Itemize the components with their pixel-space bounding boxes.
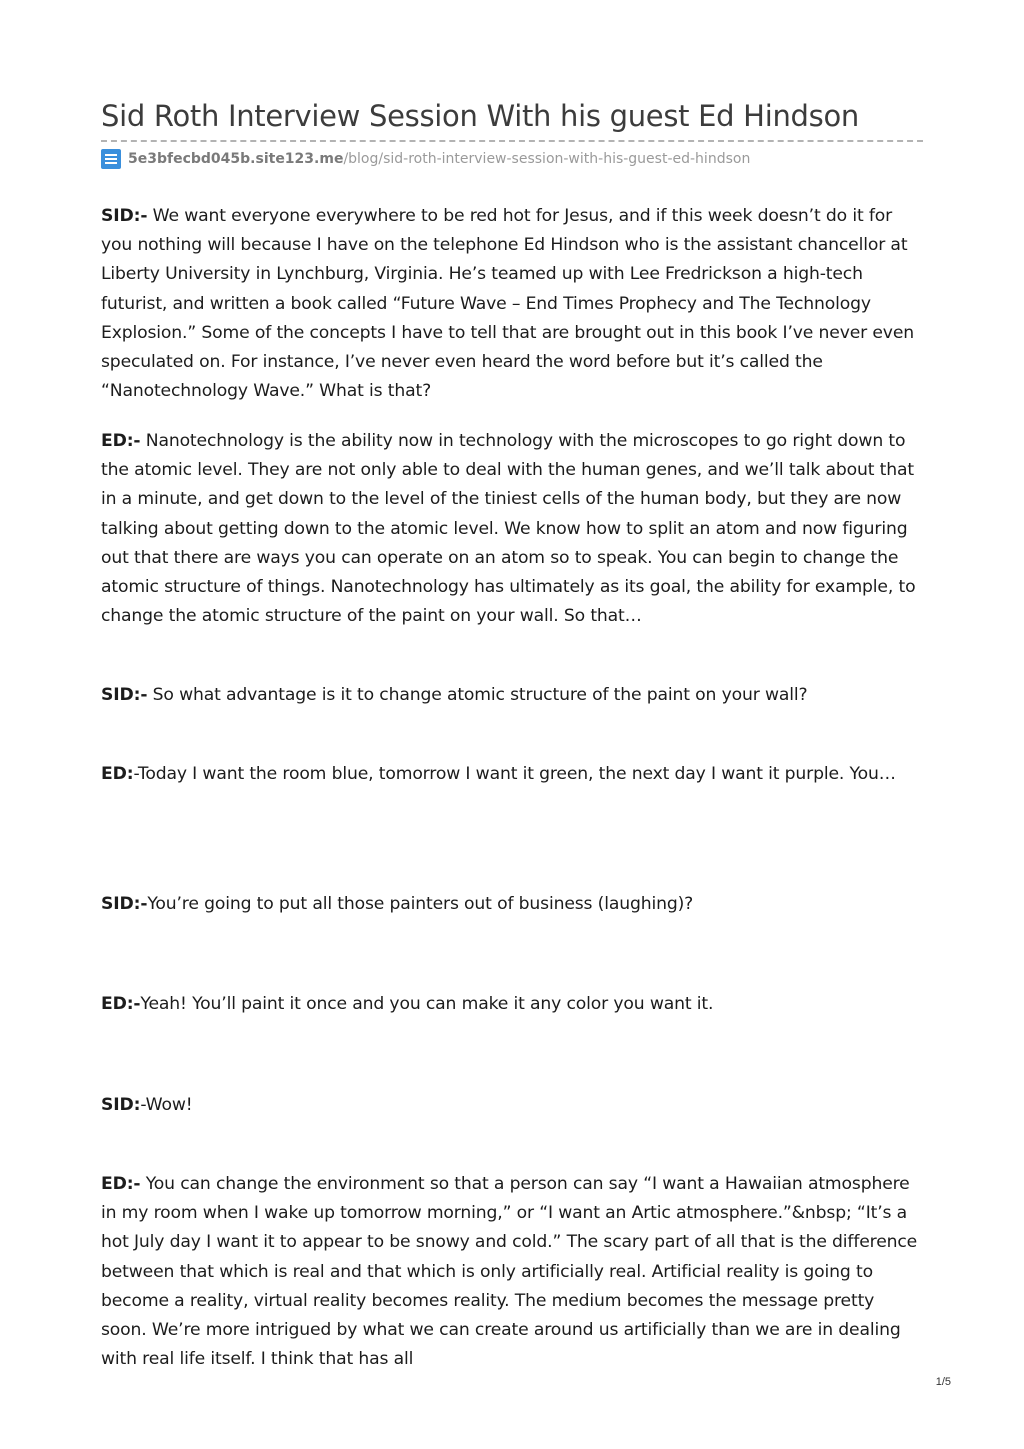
paragraph-text: You can change the environment so that a person can say “I want a Hawaiian atmosphere in my room when I wake up tomorrow morning,” or “I want an Artic atmosphere.”&nbsp; “It’s a hot July day I want it to appear to be snowy and cold.” The scary part of all that is the difference between that which is real and that which is only artificially real. Artificial reality is going to become a reality, virtual reality becomes reality. The medium becomes the message pretty soon. We’re more intrigued by what we can create around us artificially than we are in dealing with real life itself. I think that has all — [101, 1174, 918, 1370]
paragraph-text: We want everyone everywhere to be red hot for Jesus, and if this week doesn’t do it for you nothing will because I have on the telephone Ed Hindson who is the assistant chancellor at Liberty University in Lynchburg, Virginia. He’s teamed up with Lee Fredrickson a high-tech futurist, and written a book called “Future Wave – End Times Prophecy and The Technology Explosion.” Some of the concepts I have to tell that are brought out in this book I’ve never even speculated on. For instance, I’ve never even heard the word before but it’s called the “Nanotechnology Wave.” What is that? — [101, 206, 914, 402]
page-title: Sid Roth Interview Session With his guest Ed Hindson — [101, 99, 859, 133]
speaker-label: ED: — [101, 764, 134, 784]
paragraph-text: -Wow! — [140, 1095, 193, 1115]
speaker-label: ED:- — [101, 431, 141, 451]
title-divider — [101, 140, 923, 142]
page-number: 1/5 — [935, 1376, 951, 1388]
source-link[interactable] — [101, 148, 750, 170]
speaker-label: ED:- — [101, 1174, 141, 1194]
speaker-label: SID:- — [101, 685, 148, 705]
speaker-label: SID: — [101, 1095, 141, 1115]
paragraph — [101, 681, 923, 710]
paragraph — [101, 890, 923, 919]
speaker-label: SID:- — [101, 894, 148, 914]
paragraph — [101, 427, 923, 631]
paragraph-text: Nanotechnology is the ability now in technology with the microscopes to go right down to the atomic level. They are not only able to deal with the human genes, and we’ll talk about that in a minute, and get down to the level of the tiniest cells of the human body, but they are now talking about getting down to the atomic level. We know how to split an atom and now figuring out that there are ways you can operate on an atom so to speak. You can begin to change the atomic structure of things. Nanotechnology has ultimately as its goal, the ability for example, to change the atomic structure of the paint on your wall. So that… — [101, 431, 916, 627]
paragraph-text: You’re going to put all those painters out of business (laughing)? — [147, 894, 694, 914]
speaker-label: SID:- — [101, 206, 148, 226]
paragraph — [101, 202, 923, 406]
source-host[interactable]: 5e3bfecbd045b.site123.me — [128, 151, 344, 167]
paragraph — [101, 1170, 923, 1374]
source-path[interactable]: /blog/sid-roth-interview-session-with-his-guest-ed-hindson — [343, 151, 751, 167]
paragraph-text: So what advantage is it to change atomic structure of the paint on your wall? — [147, 685, 808, 705]
document-icon — [101, 149, 121, 169]
paragraph-text: -Today I want the room blue, tomorrow I want it green, the next day I want it purple. You… — [133, 764, 896, 784]
paragraph — [101, 990, 923, 1019]
paragraph-text: Yeah! You’ll paint it once and you can make it any color you want it. — [140, 994, 714, 1014]
paragraph — [101, 1091, 923, 1120]
speaker-label: ED:- — [101, 994, 141, 1014]
paragraph — [101, 760, 923, 789]
